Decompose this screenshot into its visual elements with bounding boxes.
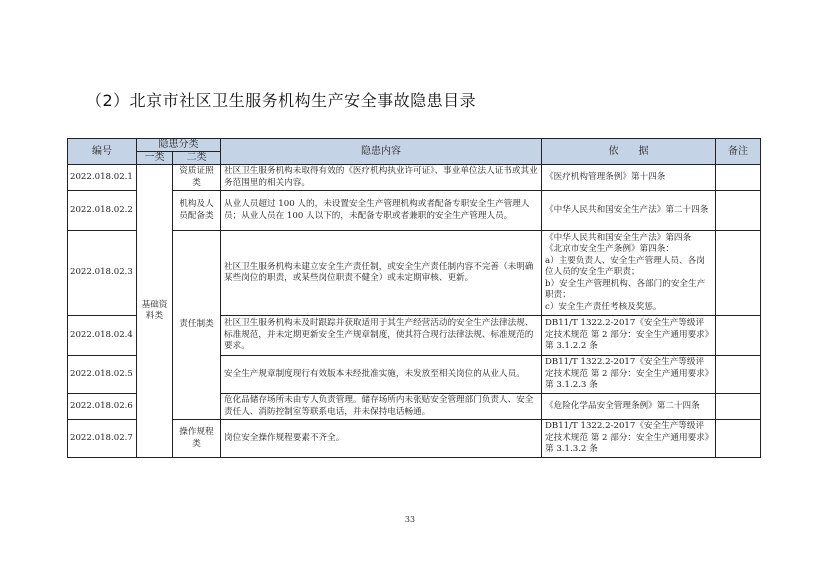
- page-title: （2）北京市社区卫生服务机构生产安全事故隐患目录: [86, 91, 477, 110]
- row-content: 社区卫生服务机构未及时跟踪并获取适用于其生产经营活动的安全生产法律法规、标准规范，并未定期更新安全生产规章制度，使其符合现行法律法规、标准规范的要求。: [221, 316, 542, 356]
- table-row: [68, 165, 761, 191]
- header-basis: 依 据: [542, 139, 716, 165]
- row-basis: DB11/T 1322.2-2017《安全生产等级评定技术规范 第 2 部分：安全生产通用要求》第 3.1.3.2 条: [542, 420, 716, 458]
- cat2-cell-qualification: 资质证照类: [173, 165, 221, 191]
- row-remark: [716, 231, 761, 316]
- row-remark: [716, 316, 761, 356]
- row-content: 社区卫生服务机构未取得有效的《医疗机构执业许可证》、事业单位法人证书或其业务范围里的相关内容。: [221, 165, 542, 191]
- header-cat2: 二类: [173, 152, 221, 165]
- row-content: 安全生产规章制度现行有效版本未经批准实施，未发放至相关岗位的从业人员。: [221, 356, 542, 394]
- cat2-cell-responsibility: 责任制类: [173, 231, 221, 420]
- row-remark: [716, 191, 761, 231]
- row-content: 从业人员超过 100 人的，未设置安全生产管理机构或者配备专职安全生产管理人员；从业人员在 100 人以下的，未配备专职或者兼职的安全生产管理人员。: [221, 191, 542, 231]
- cat2-cell-operation: 操作规程类: [173, 420, 221, 458]
- row-id: 2022.018.02.6: [68, 394, 137, 420]
- row-content: 岗位安全操作规程要素不齐全。: [221, 420, 542, 458]
- row-basis: DB11/T 1322.2-2017《安全生产等级评定技术规范 第 2 部分：安全生产通用要求》第 3.1.2.2 条: [542, 316, 716, 356]
- row-remark: [716, 394, 761, 420]
- row-basis: DB11/T 1322.2-2017《安全生产等级评定技术规范 第 2 部分：安全生产通用要求》第 3.1.2.3 条: [542, 356, 716, 394]
- row-remark: [716, 356, 761, 394]
- row-basis: 《医疗机构管理条例》第十四条: [542, 165, 716, 191]
- row-id: 2022.018.02.3: [68, 231, 137, 316]
- header-id: 编号: [68, 139, 137, 165]
- row-remark: [716, 420, 761, 458]
- page-number: 33: [404, 515, 416, 524]
- header-remark: 备注: [716, 139, 761, 165]
- row-basis: 《中华人民共和国安全生产法》第二十四条: [542, 191, 716, 231]
- row-content: 社区卫生服务机构未建立安全生产责任制，或安全生产责任制内容不完善（未明确某些岗位的职责，或某些岗位职责不健全）或未定期审核、更新。: [221, 231, 542, 316]
- row-basis: 《中华人民共和国安全生产法》第四条 《北京市安全生产条例》第四条： a）主要负责人、安全生产管理人员、各岗位人员的安全生产职责； b）安全生产管理机构、各部门的安全生产职责； c）安全生产责任考核及奖惩。: [542, 231, 716, 316]
- header-cat1: 一类: [137, 152, 173, 165]
- row-id: 2022.018.02.1: [68, 165, 137, 191]
- header-category-group: 隐患分类: [137, 139, 221, 152]
- header-content: 隐患内容: [221, 139, 542, 165]
- hazard-table: [67, 138, 761, 458]
- row-basis: 《危险化学品安全管理条例》第二十四条: [542, 394, 716, 420]
- row-content: 危化品储存场所未由专人负责管理。储存场所内未张贴安全管理部门负责人、安全责任人、消防控制室等联系电话，并未保持电话畅通。: [221, 394, 542, 420]
- row-id: 2022.018.02.4: [68, 316, 137, 356]
- row-id: 2022.018.02.7: [68, 420, 137, 458]
- row-id: 2022.018.02.5: [68, 356, 137, 394]
- cat2-cell-personnel: 机构及人员配备类: [173, 191, 221, 231]
- cat1-cell: 基础资料类: [137, 165, 173, 458]
- row-remark: [716, 165, 761, 191]
- row-id: 2022.018.02.2: [68, 191, 137, 231]
